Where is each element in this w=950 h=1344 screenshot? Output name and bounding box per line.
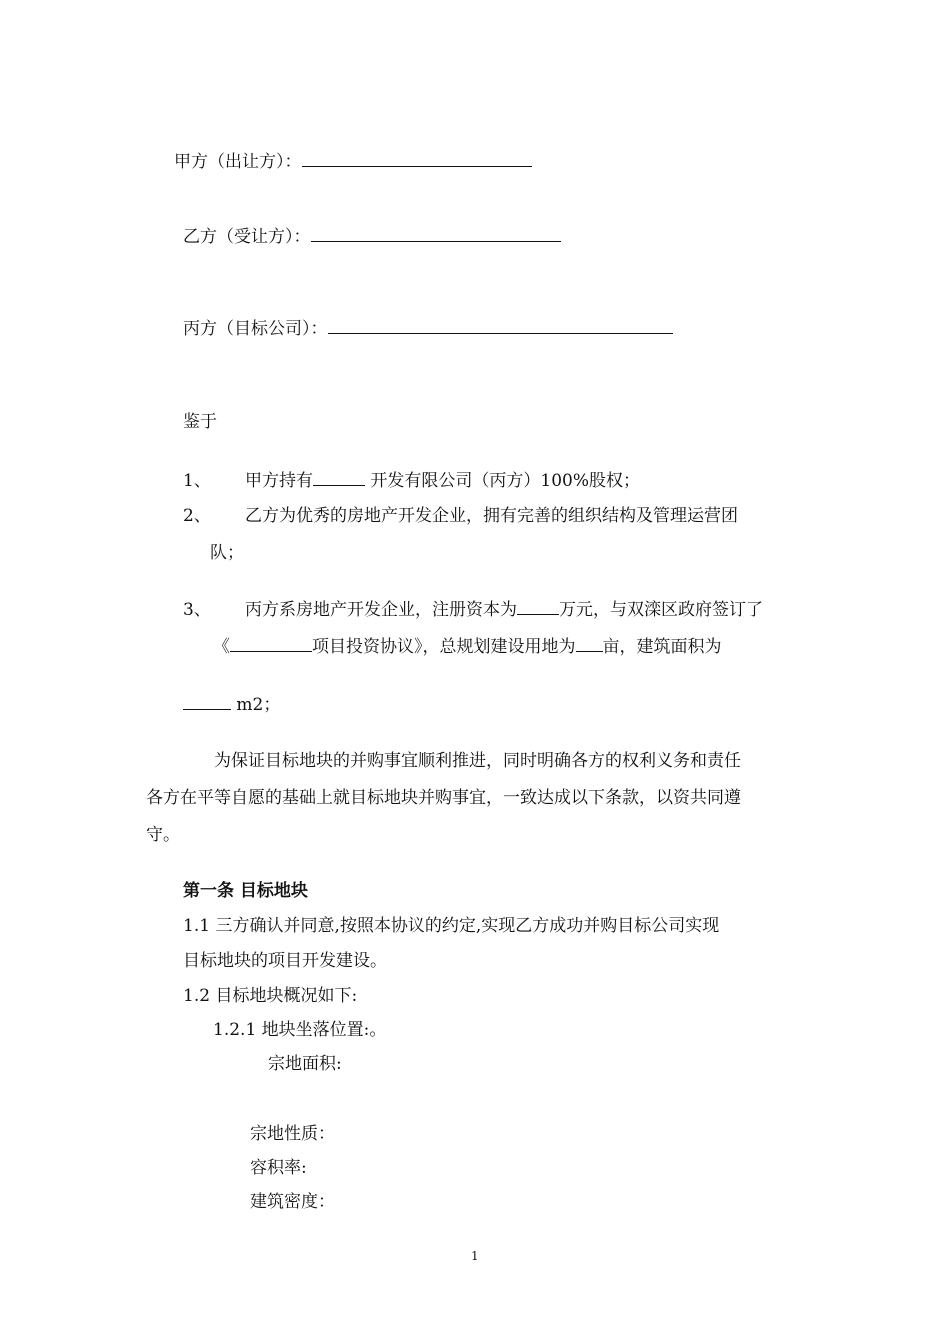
party-c-blank <box>328 317 673 334</box>
building-density-label: 建筑密度： <box>250 1192 335 1212</box>
whereas-item-3-cont2 <box>183 693 280 716</box>
article-1-title: 第一条 目标地块 <box>183 881 308 901</box>
preamble-line-1: 为保证目标地块的并购事宜顺利推进，同时明确各方的权利义务和责任 <box>214 751 741 771</box>
party-c-line <box>183 317 673 340</box>
fill-blank <box>576 635 603 652</box>
party-b-label: 乙方（受让方）： <box>183 227 311 247</box>
whereas-heading: 鉴于 <box>183 412 217 432</box>
item-text: 丙方系房地产开发企业，注册资本为 <box>245 600 517 620</box>
clause-1-2-1: 1.2.1 地块坐落位置:。 <box>213 1020 387 1040</box>
item-number: 2、 <box>183 506 211 526</box>
land-area-label: 宗地面积: <box>268 1054 342 1074</box>
item-text: 甲方持有 <box>245 471 313 491</box>
item-number: 1、 <box>183 471 211 491</box>
fill-blank <box>517 598 559 615</box>
whereas-item-2-cont: 队； <box>210 543 244 563</box>
fill-blank <box>230 635 312 652</box>
whereas-item-2 <box>183 505 738 527</box>
whereas-item-3 <box>183 598 763 621</box>
clause-1-2: 1.2 目标地块概况如下: <box>183 986 358 1006</box>
page-number: 1 <box>471 1249 479 1263</box>
item-text: 万元，与双滦区政府签订了 <box>559 600 763 620</box>
preamble-line-3: 守。 <box>146 825 180 845</box>
whereas-item-3-cont <box>213 635 722 658</box>
item-text: 亩，建筑面积为 <box>602 637 722 657</box>
preamble-line-2: 各方在平等自愿的基础上就目标地块并购事宜，一致达成以下条款，以资共同遵 <box>146 788 741 808</box>
item-text: m2； <box>231 695 281 715</box>
whereas-item-1 <box>183 469 640 492</box>
item-number: 3、 <box>183 600 211 620</box>
clause-1-1-cont: 目标地块的项目开发建设。 <box>183 951 387 971</box>
item-text: 《 <box>213 637 230 657</box>
party-b-blank <box>311 225 561 242</box>
party-a-line <box>174 150 532 173</box>
item-text: 乙方为优秀的房地产开发企业，拥有完善的组织结构及管理运营团 <box>245 506 738 526</box>
item-text: 项目投资协议》，总规划建设用地为 <box>312 637 576 657</box>
plot-ratio-label: 容积率: <box>250 1158 307 1178</box>
land-nature-label: 宗地性质： <box>250 1124 335 1144</box>
party-a-blank <box>302 150 532 167</box>
clause-1-1: 1.1 三方确认并同意,按照本协议的约定,实现乙方成功并购目标公司实现 <box>183 916 720 936</box>
party-b-line <box>183 225 561 248</box>
item-text: 开发有限公司（丙方）100%股权； <box>365 471 641 491</box>
fill-blank <box>183 693 231 710</box>
party-a-label: 甲方（出让方）： <box>174 152 302 172</box>
party-c-label: 丙方（目标公司）： <box>183 319 328 339</box>
fill-blank <box>313 469 365 486</box>
